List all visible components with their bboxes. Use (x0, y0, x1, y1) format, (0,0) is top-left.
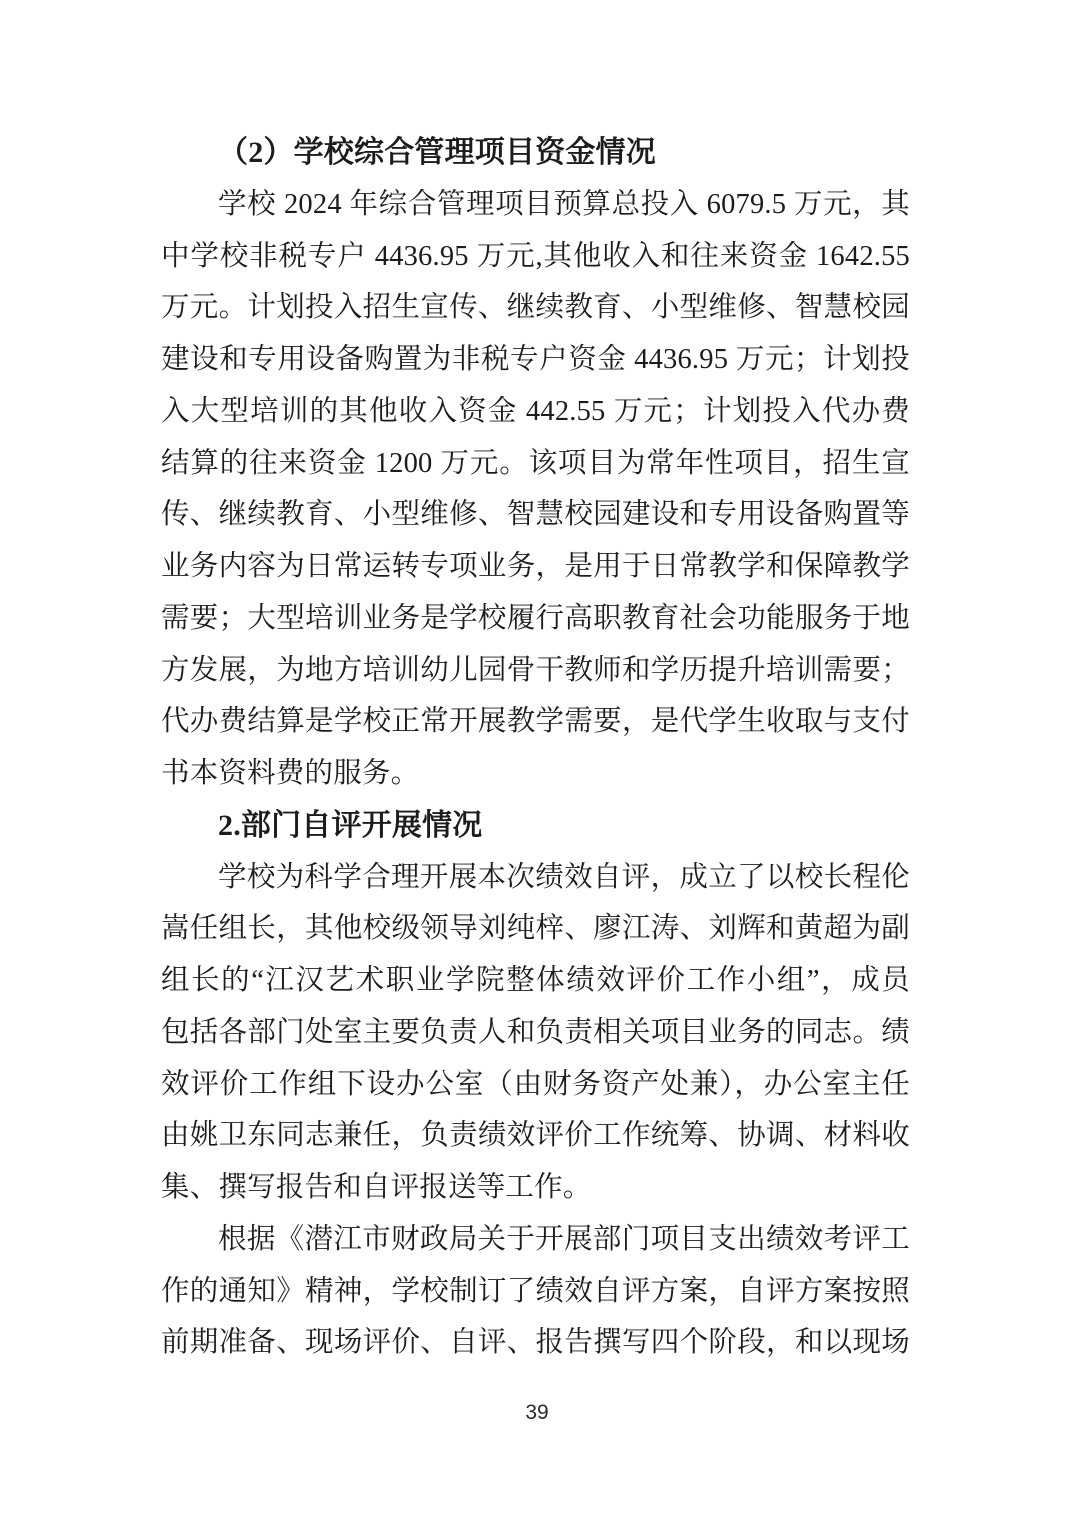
text-line: 组长的“江汉艺术职业学院整体绩效评价工作小组”，成员 (161, 965, 910, 996)
text-line: 代办费结算是学校正常开展教学需要，是代学生收取与支付 (161, 706, 910, 738)
text-line: 建设和专用设备购置为非税专户资金 4436.95 万元；计划投 (161, 344, 910, 375)
text-line: 作的通知》精神，学校制订了绩效自评方案，自评方案按照 (161, 1275, 910, 1307)
text-line: 中学校非税专户 4436.95 万元,其他收入和往来资金 1642.55 (161, 240, 910, 272)
subsection-heading-fund-overview: （2）学校综合管理项目资金情况 (218, 136, 656, 169)
text-line: 需要；大型培训业务是学校履行高职教育社会功能服务于地 (161, 602, 910, 634)
text-line: 方发展，为地方培训幼儿园骨干教师和学历提升培训需要； (161, 654, 910, 686)
text-line: 万元。计划投入招生宣传、继续教育、小型维修、智慧校园 (161, 292, 910, 324)
text-line: 前期准备、现场评价、自评、报告撰写四个阶段，和以现场 (161, 1327, 910, 1359)
text-line: 学校 2024 年综合管理项目预算总投入 6079.5 万元，其 (218, 188, 910, 220)
text-line: 嵩任组长，其他校级领导刘纯梓、廖江涛、刘辉和黄超为副 (161, 913, 910, 945)
text-line: 学校为科学合理开展本次绩效自评，成立了以校长程伦 (218, 861, 910, 893)
page-number: 39 (525, 1401, 549, 1424)
text-line: 业务内容为日常运转专项业务，是用于日常教学和保障教学 (161, 551, 910, 582)
text-line: 传、继续教育、小型维修、智慧校园建设和专用设备购置等 (161, 499, 910, 531)
text-line: 集、撰写报告和自评报送等工作。 (161, 1172, 592, 1203)
section-heading-self-evaluation: 2.部门自评开展情况 (218, 808, 483, 842)
text-line: 效评价工作组下设办公室（由财务资产处兼），办公室主任 (161, 1068, 910, 1100)
text-line: 结算的往来资金 1200 万元。该项目为常年性项目，招生宣 (161, 447, 910, 479)
text-line: 包括各部门处室主要负责人和负责相关项目业务的同志。绩 (161, 1016, 910, 1048)
text-line: 入大型培训的其他收入资金 442.55 万元；计划投入代办费 (161, 395, 910, 427)
text-line: 书本资料费的服务。 (161, 758, 420, 789)
text-line: 根据《潜江市财政局关于开展部门项目支出绩效考评工 (218, 1223, 910, 1255)
text-line: 由姚卫东同志兼任，负责绩效评价工作统筹、协调、材料收 (161, 1120, 910, 1152)
document-body (161, 127, 910, 1369)
